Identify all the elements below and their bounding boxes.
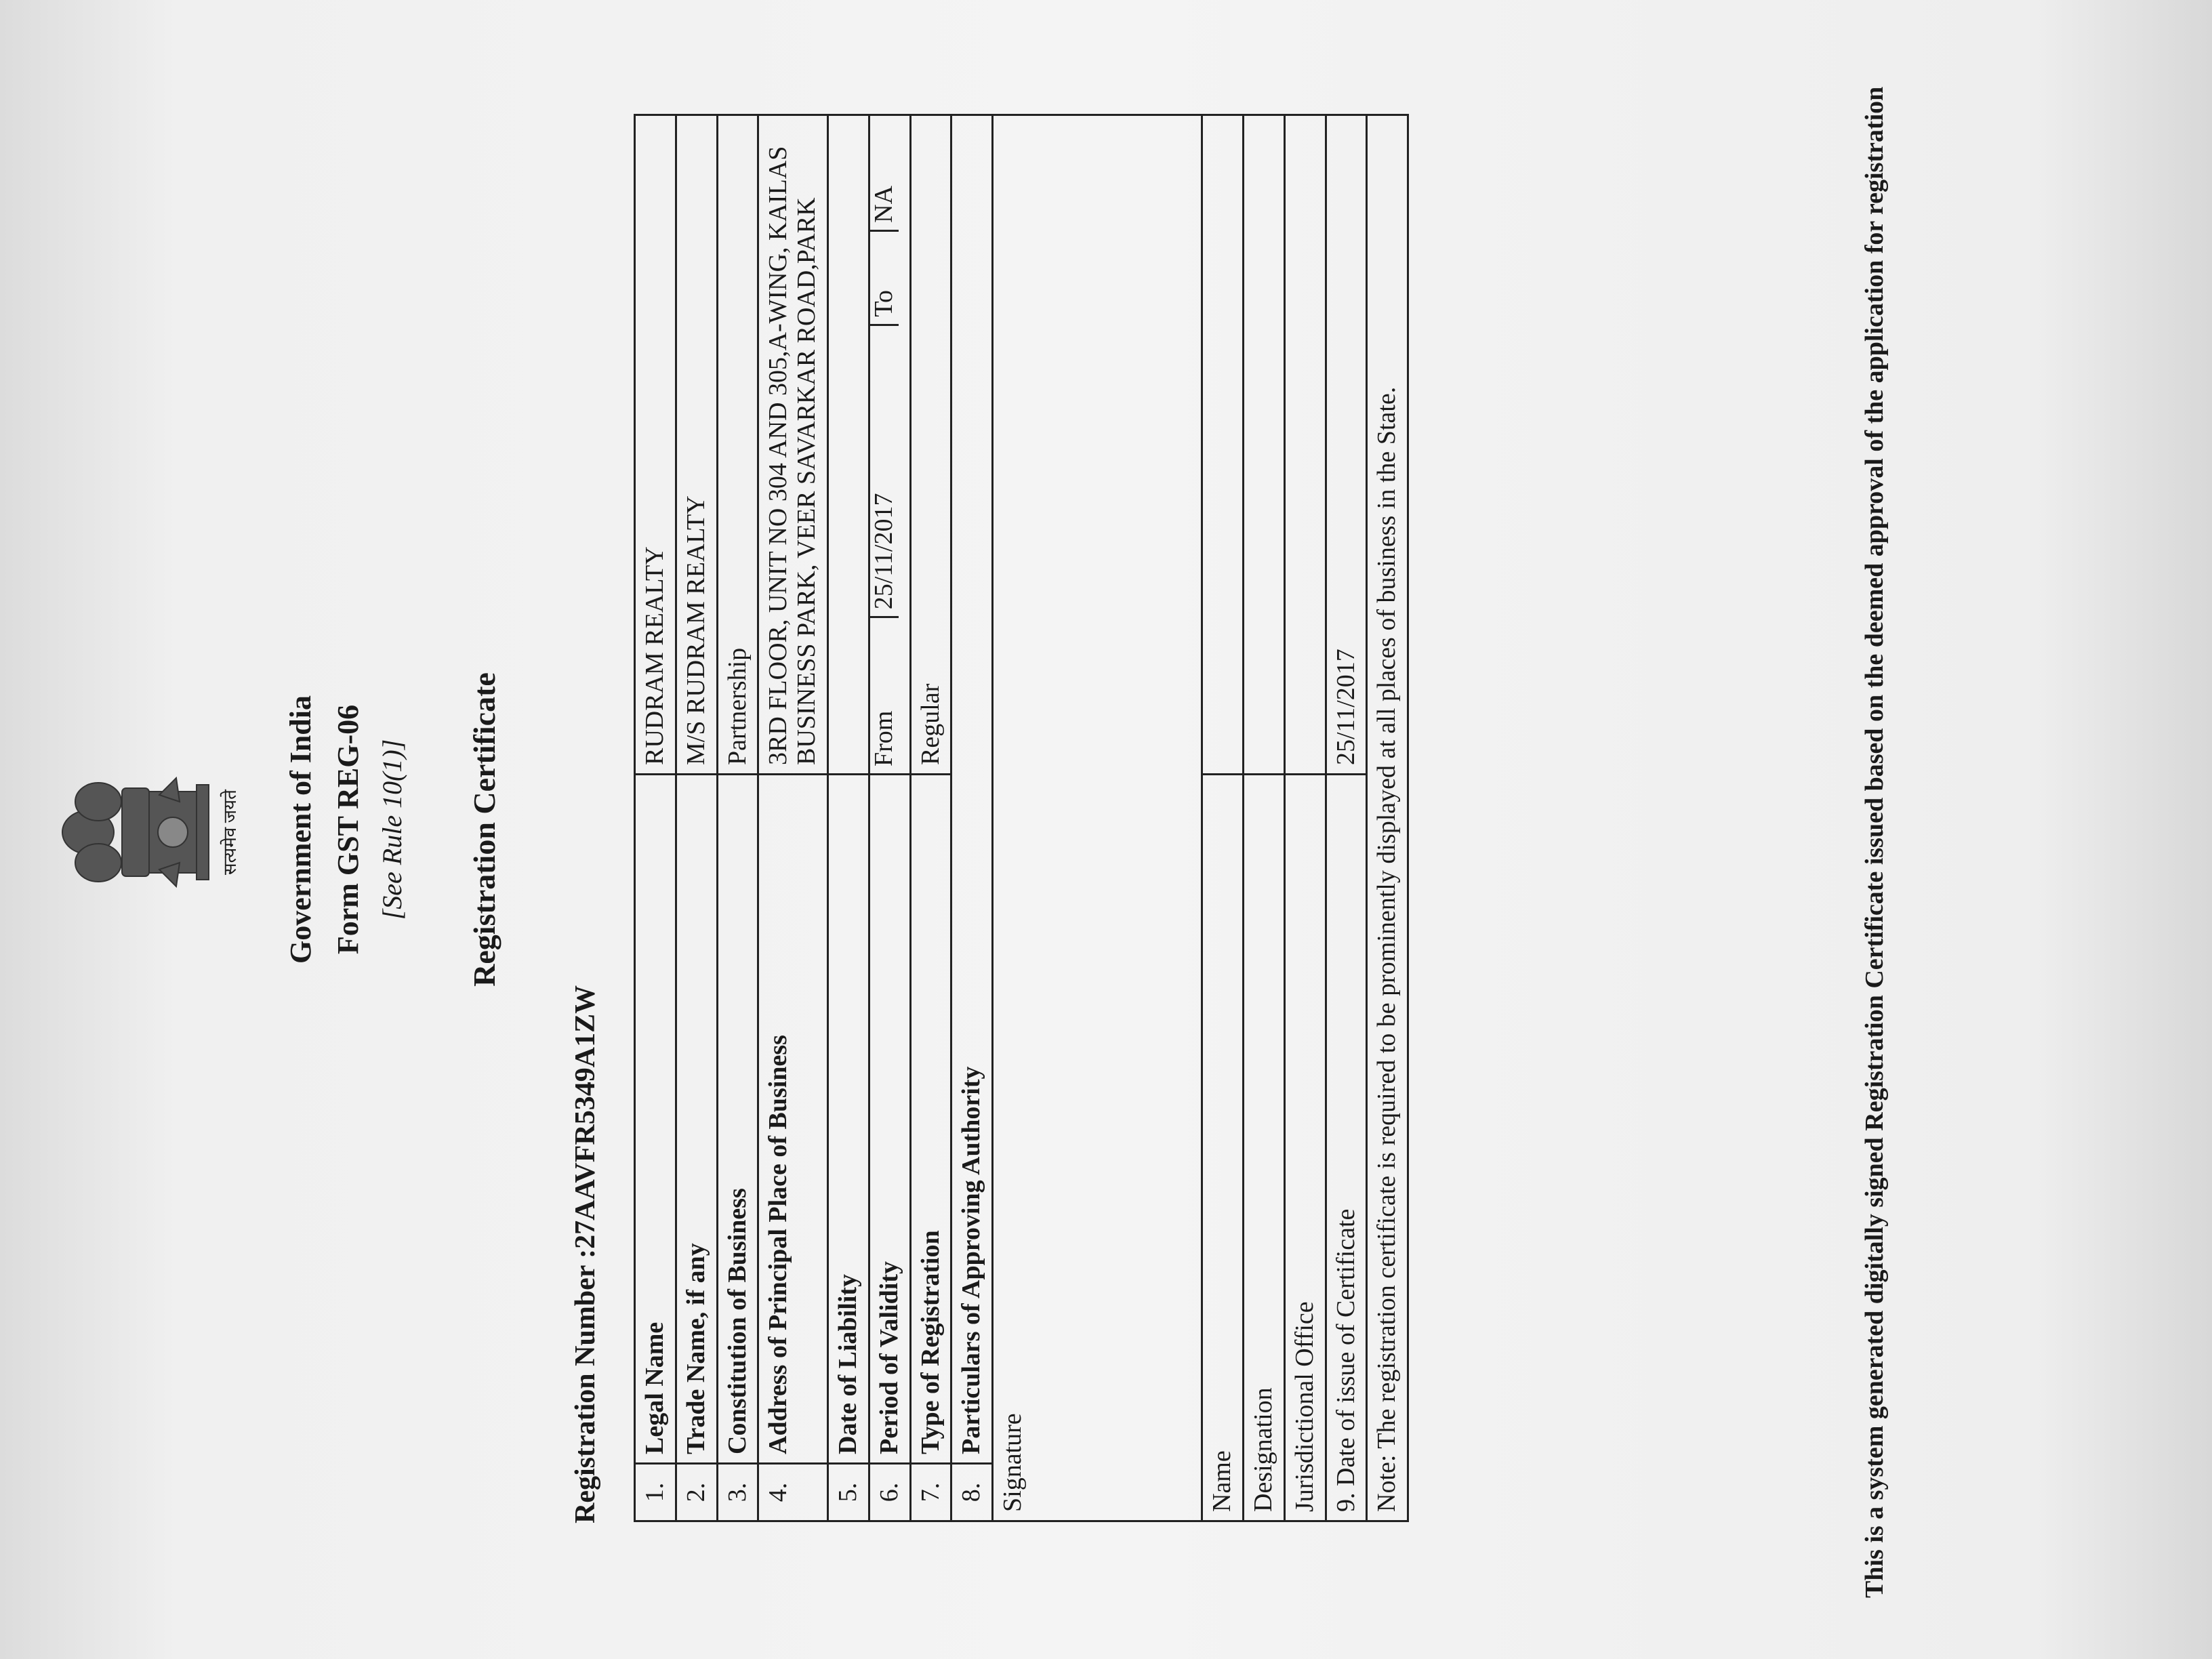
- table-row: [869, 115, 910, 1521]
- from-label: From: [870, 617, 899, 773]
- registration-number: Registration Number :27AAVFR5349A1ZW: [570, 985, 601, 1523]
- to-label: To: [870, 230, 899, 325]
- note-text: Note: The registration certificate is required to be prominently displayed at all places of business in the State.: [1367, 115, 1408, 1521]
- row-value: Partnership: [717, 115, 758, 775]
- row-number: 8.: [951, 1464, 993, 1521]
- signature-label: Signature: [993, 115, 1202, 1521]
- jurisdictional-office-label: Jurisdictional Office: [1284, 775, 1326, 1521]
- row-label: Period of Validity: [869, 775, 910, 1464]
- row-value: [827, 115, 869, 775]
- row-number: 7.: [910, 1464, 951, 1521]
- authority-designation-value: [1243, 115, 1284, 775]
- table-row: [910, 115, 951, 1521]
- authority-name-row: [1202, 115, 1244, 1521]
- row-label: Trade Name, if any: [676, 775, 717, 1464]
- authority-name-label: Name: [1202, 775, 1244, 1521]
- row-value: 3RD FLOOR, UNIT NO 304 AND 305,A-WING, KAILAS BUSINESS PARK, VEER SAVARKAR ROAD,PARK: [758, 115, 828, 775]
- row-number: 4.: [758, 1464, 828, 1521]
- row-value: RUDRAM REALTY: [635, 115, 676, 775]
- issue-date-value: 25/11/2017: [1326, 115, 1367, 775]
- row-label: Address of Principal Place of Business: [758, 775, 828, 1464]
- certificate-title: Registration Certificate: [467, 672, 501, 987]
- government-heading: Government of India: [284, 695, 317, 964]
- table-row: [635, 115, 676, 1521]
- emblem-motto: सत्यमेव जयते: [220, 790, 240, 875]
- to-date: NA: [869, 185, 898, 223]
- authority-designation-label: Designation: [1243, 775, 1284, 1521]
- footer-text: This is a system generated digitally signed Registration Certificate issued based on the deemed approval of the application for registration: [1860, 86, 1889, 1598]
- row-number: 1.: [635, 1464, 676, 1521]
- row-label: Constitution of Business: [717, 775, 758, 1464]
- certificate-table: [634, 114, 1409, 1522]
- table-row: [827, 115, 869, 1521]
- row-label: Date of Liability: [827, 775, 869, 1464]
- row-label: Legal Name: [635, 775, 676, 1464]
- authority-office-row: [1284, 115, 1326, 1521]
- rule-reference: [See Rule 10(1)]: [377, 739, 407, 920]
- form-heading: Form GST REG-06: [331, 704, 365, 955]
- row-label: Type of Registration: [910, 775, 951, 1464]
- from-date: 25/11/2017: [870, 325, 899, 617]
- note-row: [1367, 115, 1408, 1521]
- row-label: Particulars of Approving Authority: [951, 115, 993, 1464]
- row-number: 2.: [676, 1464, 717, 1521]
- issue-date-row: [1326, 115, 1367, 1521]
- authority-name-value: [1202, 115, 1244, 775]
- row-value: Regular: [910, 115, 951, 775]
- authority-designation-row: [1243, 115, 1284, 1521]
- table-row: [676, 115, 717, 1521]
- table-row: [951, 115, 993, 1521]
- jurisdictional-office-value: [1284, 115, 1326, 775]
- validity-cell: [869, 115, 910, 775]
- row-value: M/S RUDRAM REALTY: [676, 115, 717, 775]
- row-number: 5.: [827, 1464, 869, 1521]
- row-number: 6.: [869, 1464, 910, 1521]
- issue-date-label: 9. Date of issue of Certificate: [1326, 775, 1367, 1521]
- validity-table: [870, 116, 899, 773]
- table-row: [717, 115, 758, 1521]
- row-number: 3.: [717, 1464, 758, 1521]
- signature-row: [993, 115, 1202, 1521]
- table-row: [758, 115, 828, 1521]
- ashoka-emblem-icon: [47, 764, 224, 900]
